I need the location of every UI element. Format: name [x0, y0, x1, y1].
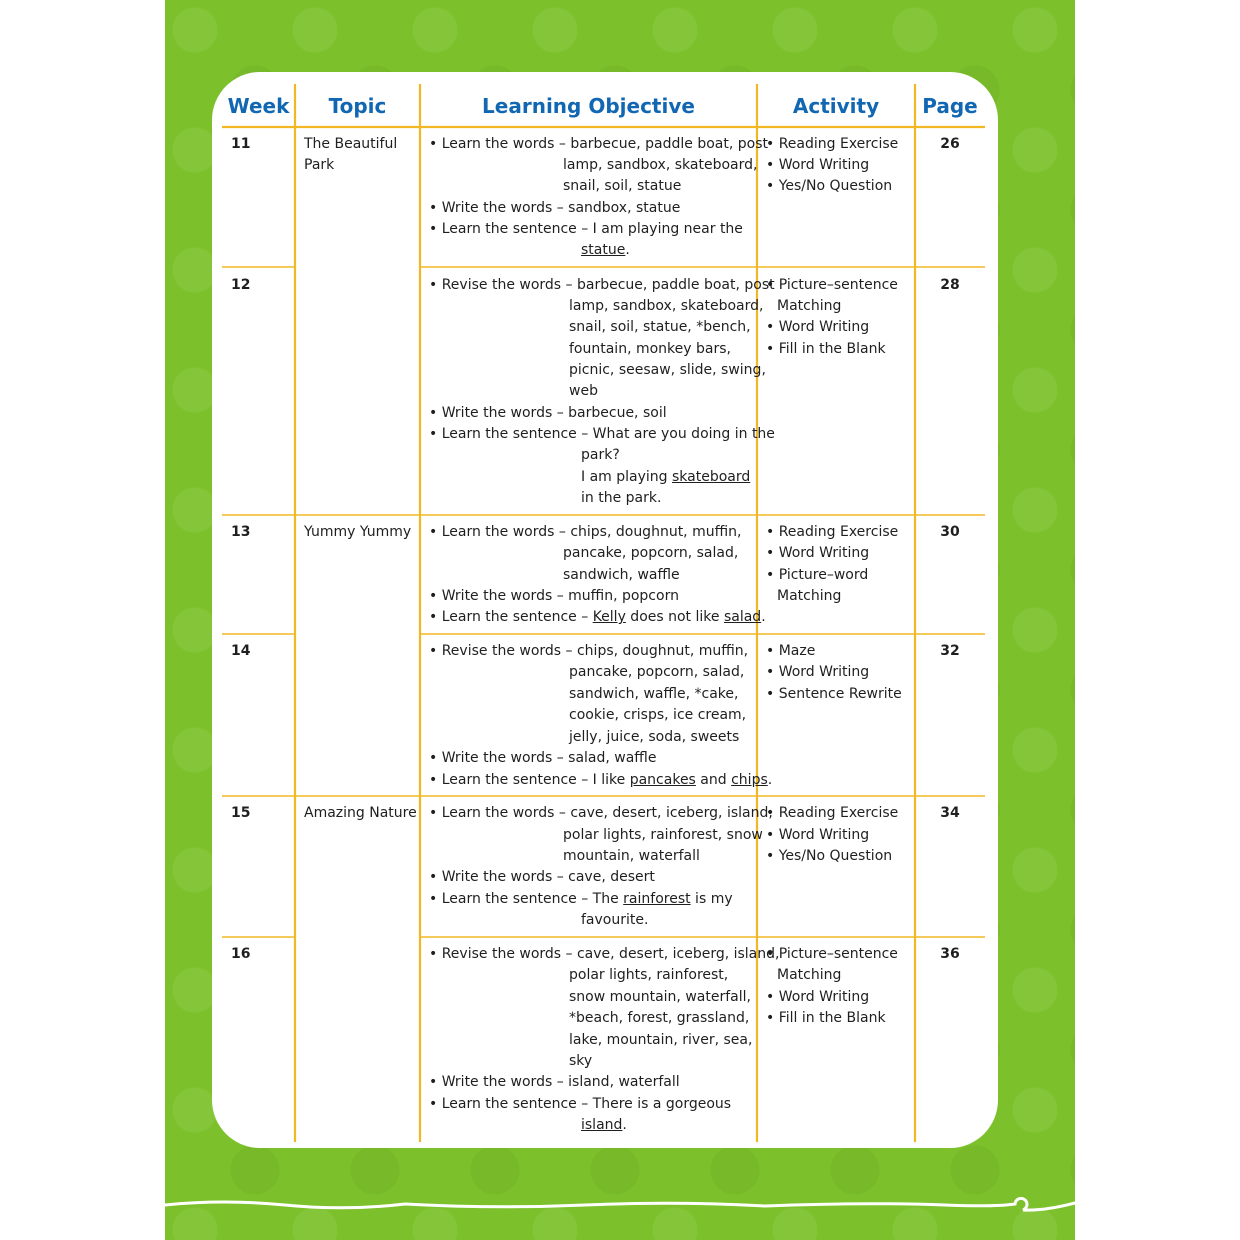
- page-number: 30: [940, 524, 960, 540]
- objective-line: jelly, juice, soda, sweets: [569, 729, 740, 745]
- header-week: Week: [227, 94, 290, 118]
- week-number: 14: [231, 643, 251, 659]
- activity-item: • Word Writing: [766, 545, 870, 561]
- week-number: 13: [231, 524, 251, 540]
- topic-line: Park: [304, 157, 335, 173]
- activity-item: • Yes/No Question: [766, 178, 893, 194]
- topic-line: Yummy Yummy: [304, 524, 412, 540]
- objective-line: sandwich, waffle: [563, 567, 680, 583]
- underlined-word: chips: [731, 772, 768, 788]
- objective-line: lake, mountain, river, sea,: [569, 1032, 753, 1048]
- objective-line: fountain, monkey bars,: [569, 341, 731, 357]
- week-number: 15: [231, 805, 251, 821]
- objective-line: • Write the words – barbecue, soil: [429, 405, 667, 421]
- objective-line: I am playing skateboard: [581, 469, 751, 485]
- underlined-word: statue: [581, 242, 626, 258]
- objective-line: sandwich, waffle, *cake,: [569, 686, 739, 702]
- objective-line: • Learn the sentence – I like pancakes and chips.: [429, 772, 773, 788]
- page-number: 28: [940, 277, 960, 293]
- objective-line: picnic, seesaw, slide, swing,: [569, 362, 766, 378]
- activity-item: Matching: [777, 967, 842, 983]
- objective-line: in the park.: [581, 490, 662, 506]
- objective-line: lamp, sandbox, skateboard,: [569, 298, 764, 314]
- objective-line: • Revise the words – barbecue, paddle boat, post: [429, 277, 775, 293]
- topic-line: The Beautiful: [304, 136, 398, 152]
- activity-item: • Picture–sentence: [766, 946, 898, 962]
- underlined-word: island: [581, 1117, 623, 1133]
- activity-item: • Sentence Rewrite: [766, 686, 902, 702]
- activity-item: • Word Writing: [766, 319, 870, 335]
- activity-item: • Picture–word: [766, 567, 869, 583]
- activity-item: • Word Writing: [766, 664, 870, 680]
- underlined-word: pancakes: [629, 772, 696, 788]
- objective-line: • Revise the words – cave, desert, iceberg, island,: [429, 946, 780, 962]
- objective-line: • Write the words – cave, desert: [429, 869, 655, 885]
- objective-line: • Write the words – island, waterfall: [429, 1074, 680, 1090]
- activity-item: • Reading Exercise: [766, 805, 899, 821]
- objective-line: • Learn the sentence – I am playing near the: [429, 221, 743, 237]
- objective-line: • Write the words – salad, waffle: [429, 750, 657, 766]
- page-number: 26: [940, 136, 960, 152]
- objective-line: • Learn the words – chips, doughnut, muffin,: [429, 524, 742, 540]
- objective-line: • Revise the words – chips, doughnut, muffin,: [429, 643, 749, 659]
- objective-line: statue.: [581, 242, 630, 258]
- decorative-squiggle-line: [165, 1185, 1075, 1225]
- activity-item: Matching: [777, 298, 842, 314]
- objective-line: polar lights, rainforest,: [569, 967, 729, 983]
- header-activity: Activity: [792, 94, 880, 118]
- objective-line: pancake, popcorn, salad,: [569, 664, 745, 680]
- objective-line: snail, soil, statue: [563, 178, 682, 194]
- header-page: Page: [922, 94, 978, 118]
- objective-line: • Learn the sentence – The rainforest is my: [429, 891, 733, 907]
- header-topic: Topic: [328, 94, 387, 118]
- objective-line: snow mountain, waterfall,: [569, 989, 751, 1005]
- activity-item: • Reading Exercise: [766, 136, 899, 152]
- objective-line: web: [569, 383, 598, 399]
- week-number: 12: [231, 277, 251, 293]
- activity-item: • Word Writing: [766, 827, 870, 843]
- activity-item: • Word Writing: [766, 157, 870, 173]
- objective-line: cookie, crisps, ice cream,: [569, 707, 747, 723]
- activity-item: • Fill in the Blank: [766, 341, 886, 357]
- objective-line: island.: [581, 1117, 627, 1133]
- header-learning-objective: Learning Objective: [482, 94, 695, 118]
- page-number: 32: [940, 643, 960, 659]
- objective-line: favourite.: [581, 912, 649, 928]
- objective-line: mountain, waterfall: [563, 848, 700, 864]
- activity-item: • Yes/No Question: [766, 848, 893, 864]
- activity-item: • Reading Exercise: [766, 524, 899, 540]
- objective-line: pancake, popcorn, salad,: [563, 545, 739, 561]
- objective-line: sky: [569, 1053, 593, 1069]
- activity-item: • Picture–sentence: [766, 277, 898, 293]
- activity-item: • Maze: [766, 643, 816, 659]
- underlined-word: salad: [723, 609, 762, 625]
- topic-line: Amazing Nature: [304, 805, 417, 821]
- objective-line: *beach, forest, grassland,: [569, 1010, 750, 1026]
- activity-item: • Fill in the Blank: [766, 1010, 886, 1026]
- objective-line: • Write the words – muffin, popcorn: [429, 588, 679, 604]
- objective-line: polar lights, rainforest, snow: [563, 827, 763, 843]
- activity-item: • Word Writing: [766, 989, 870, 1005]
- objective-line: • Learn the words – cave, desert, iceberg, island,: [429, 805, 773, 821]
- objective-line: snail, soil, statue, *bench,: [569, 319, 751, 335]
- objective-line: park?: [581, 447, 620, 463]
- activity-item: Matching: [777, 588, 842, 604]
- underlined-word: rainforest: [623, 891, 691, 907]
- objective-line: • Learn the sentence – There is a gorgeous: [429, 1096, 732, 1112]
- underlined-word: skateboard: [672, 469, 751, 485]
- objective-line: • Learn the sentence – What are you doing in the: [429, 426, 775, 442]
- page-number: 34: [940, 805, 960, 821]
- page-number: 36: [940, 946, 960, 962]
- objective-line: lamp, sandbox, skateboard,: [563, 157, 758, 173]
- objective-line: • Learn the sentence – Kelly does not like salad.: [429, 609, 766, 625]
- week-number: 16: [231, 946, 251, 962]
- underlined-word: Kelly: [592, 609, 626, 625]
- objective-line: • Learn the words – barbecue, paddle boat, post: [429, 136, 768, 152]
- objective-line: • Write the words – sandbox, statue: [429, 200, 681, 216]
- week-number: 11: [231, 136, 251, 152]
